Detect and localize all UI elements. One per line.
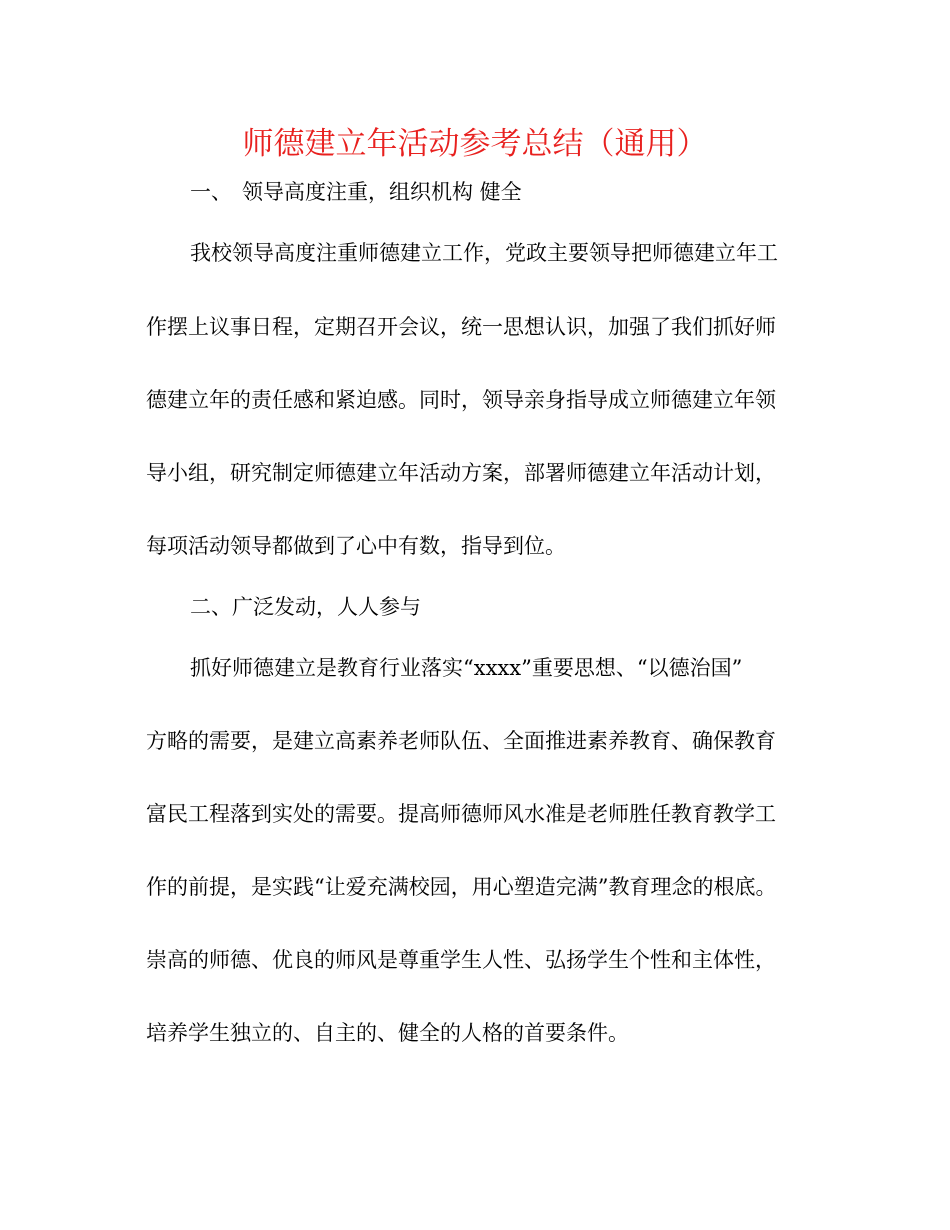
section-1-heading: [190, 177, 522, 207]
paragraph-line: 富民工程落到实处的需要。提高师德师风水准是老师胜任教育教学工: [146, 802, 776, 826]
paragraph-line: 德建立年的责任感和紧迫感。同时，领导亲身指导成立师德建立年领: [146, 388, 776, 412]
section-2-heading: 二、广泛发动，人人参与: [190, 595, 421, 619]
paragraph-line: 我校领导高度注重师德建立工作，党政主要领导把师德建立年工: [190, 241, 778, 265]
section-1-heading-text: 领导高度注重，组织机构 健全: [242, 180, 522, 204]
document-title: 师德建立年活动参考总结（通用）: [242, 126, 708, 162]
paragraph-line: 每项活动领导都做到了心中有数，指导到位。: [146, 534, 566, 558]
section-1-number: 一、: [190, 180, 232, 204]
paragraph-line: 崇高的师德、优良的师风是尊重学生人性、弘扬学生个性和主体性，: [146, 948, 776, 972]
paragraph-line: 方略的需要，是建立高素养老师队伍、全面推进素养教育、确保教育: [146, 729, 776, 753]
paragraph-line: 作摆上议事日程，定期召开会议，统一思想认识，加强了我们抓好师: [146, 315, 776, 339]
paragraph-line: 抓好师德建立是教育行业落实“xxxx”重要思想、“以德治国”: [190, 656, 743, 680]
paragraph-line: 导小组，研究制定师德建立年活动方案，部署师德建立年活动计划，: [146, 461, 776, 485]
paragraph-line: 作的前提，是实践“让爱充满校园，用心塑造完满”教育理念的根底。: [146, 875, 777, 899]
paragraph-line: 培养学生独立的、自主的、健全的人格的首要条件。: [146, 1021, 629, 1045]
